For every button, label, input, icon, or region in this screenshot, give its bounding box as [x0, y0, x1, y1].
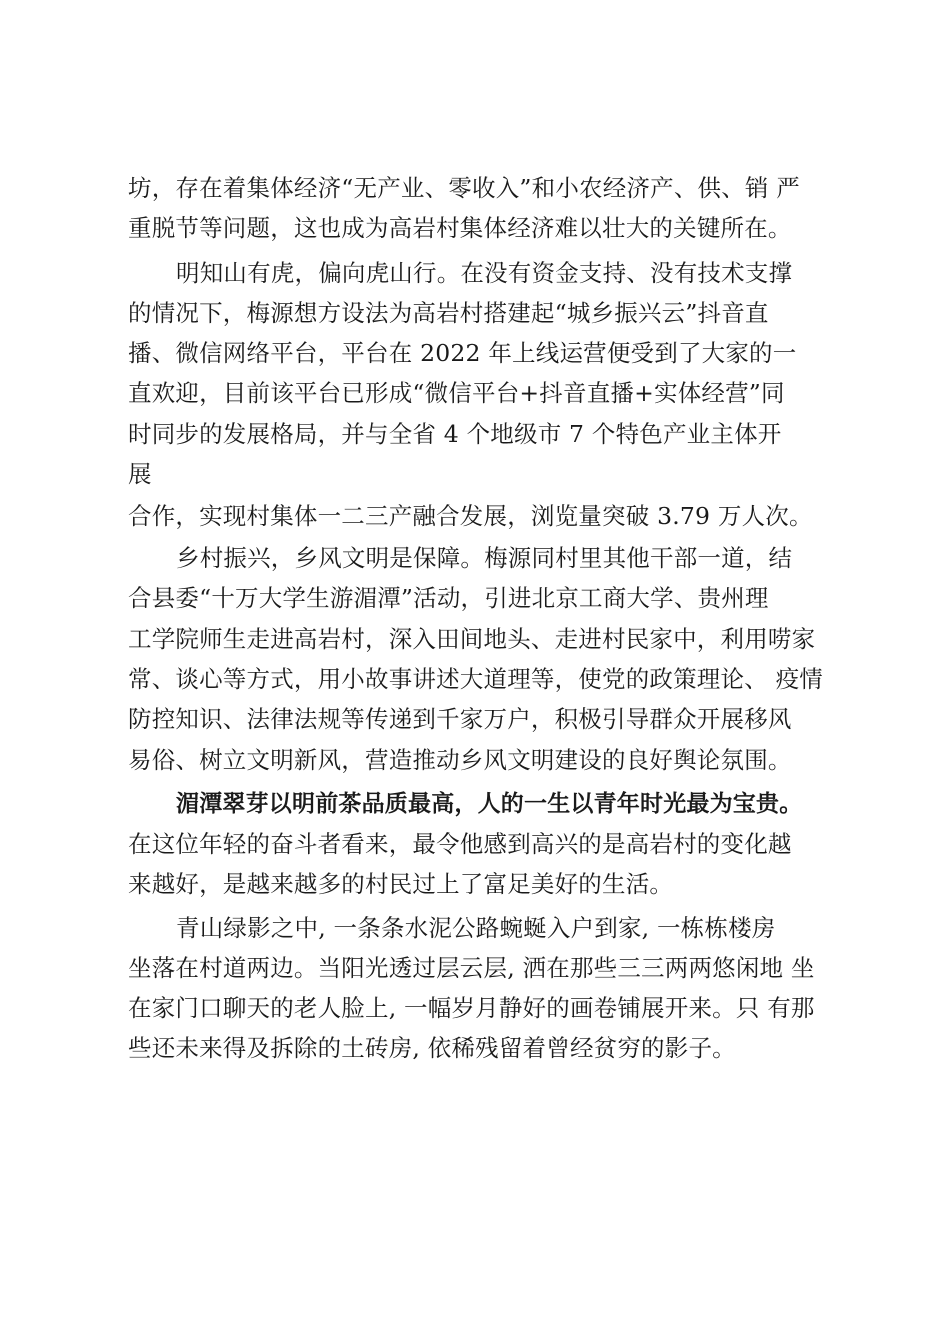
text-line: 在家门口聊天的老人脸上, 一幅岁月静好的画卷铺展开来。只 有那: [128, 994, 815, 1022]
text-line: 易俗、树立文明新风，营造推动乡风文明建设的良好舆论氛围。: [128, 746, 792, 774]
text-line: 些还未来得及拆除的土砖房, 依稀残留着曾经贫穷的影子。: [128, 1034, 736, 1062]
text-line: 合作，实现村集体一二三产融合发展，浏览量突破 3.79 万人次。: [128, 502, 813, 530]
text-line: 常、谈心等方式，用小故事讲述大道理等，使党的政策理论、 疫情: [128, 665, 823, 693]
text-line: 播、微信网络平台，平台在 2022 年上线运营便受到了大家的一: [128, 339, 797, 367]
text-line: 时同步的发展格局，并与全省 4 个地级市 7 个特色产业主体开: [128, 420, 782, 448]
text-line: 重脱节等问题，这也成为高岩村集体经济难以壮大的关键所在。: [128, 214, 792, 242]
text-line: 在这位年轻的奋斗者看来，最令他感到高兴的是高岩村的变化越: [128, 830, 792, 858]
paragraph-start-line: 明知山有虎，偏向虎山行。在没有资金支持、没有技术支撑: [176, 259, 793, 287]
text-line: 来越好，是越来越多的村民过上了富足美好的生活。: [128, 870, 674, 898]
text-line: 坊，存在着集体经济“无产业、零收入”和小农经济产、供、销 严: [128, 174, 800, 202]
text-line: 工学院师生走进高岩村，深入田间地头、走进村民家中，利用唠家: [128, 625, 816, 653]
text-line: 的情况下，梅源想方设法为高岩村搭建起“城乡振兴云”抖音直: [128, 299, 769, 327]
paragraph-start-line: 青山绿影之中, 一条条水泥公路蜿蜒入户到家, 一栋栋楼房: [176, 914, 776, 942]
text-line: 直欢迎，目前该平台已形成“微信平台+抖音直播+实体经营”同: [128, 379, 785, 407]
paragraph-start-line: 乡村振兴，乡风文明是保障。梅源同村里其他干部一道，结: [176, 544, 793, 572]
text-line: 坐落在村道两边。当阳光透过层云层, 洒在那些三三两两悠闲地 坐: [128, 954, 815, 982]
text-line: 展: [128, 460, 152, 488]
bold-paragraph-line: 湄潭翠芽以明前茶品质最高，人的一生以青年时光最为宝贵。: [176, 791, 803, 817]
text-line: 合县委“十万大学生游湄潭”活动，引进北京工商大学、贵州理: [128, 584, 769, 612]
text-line: 防控知识、法律法规等传递到千家万户，积极引导群众开展移风: [128, 705, 792, 733]
